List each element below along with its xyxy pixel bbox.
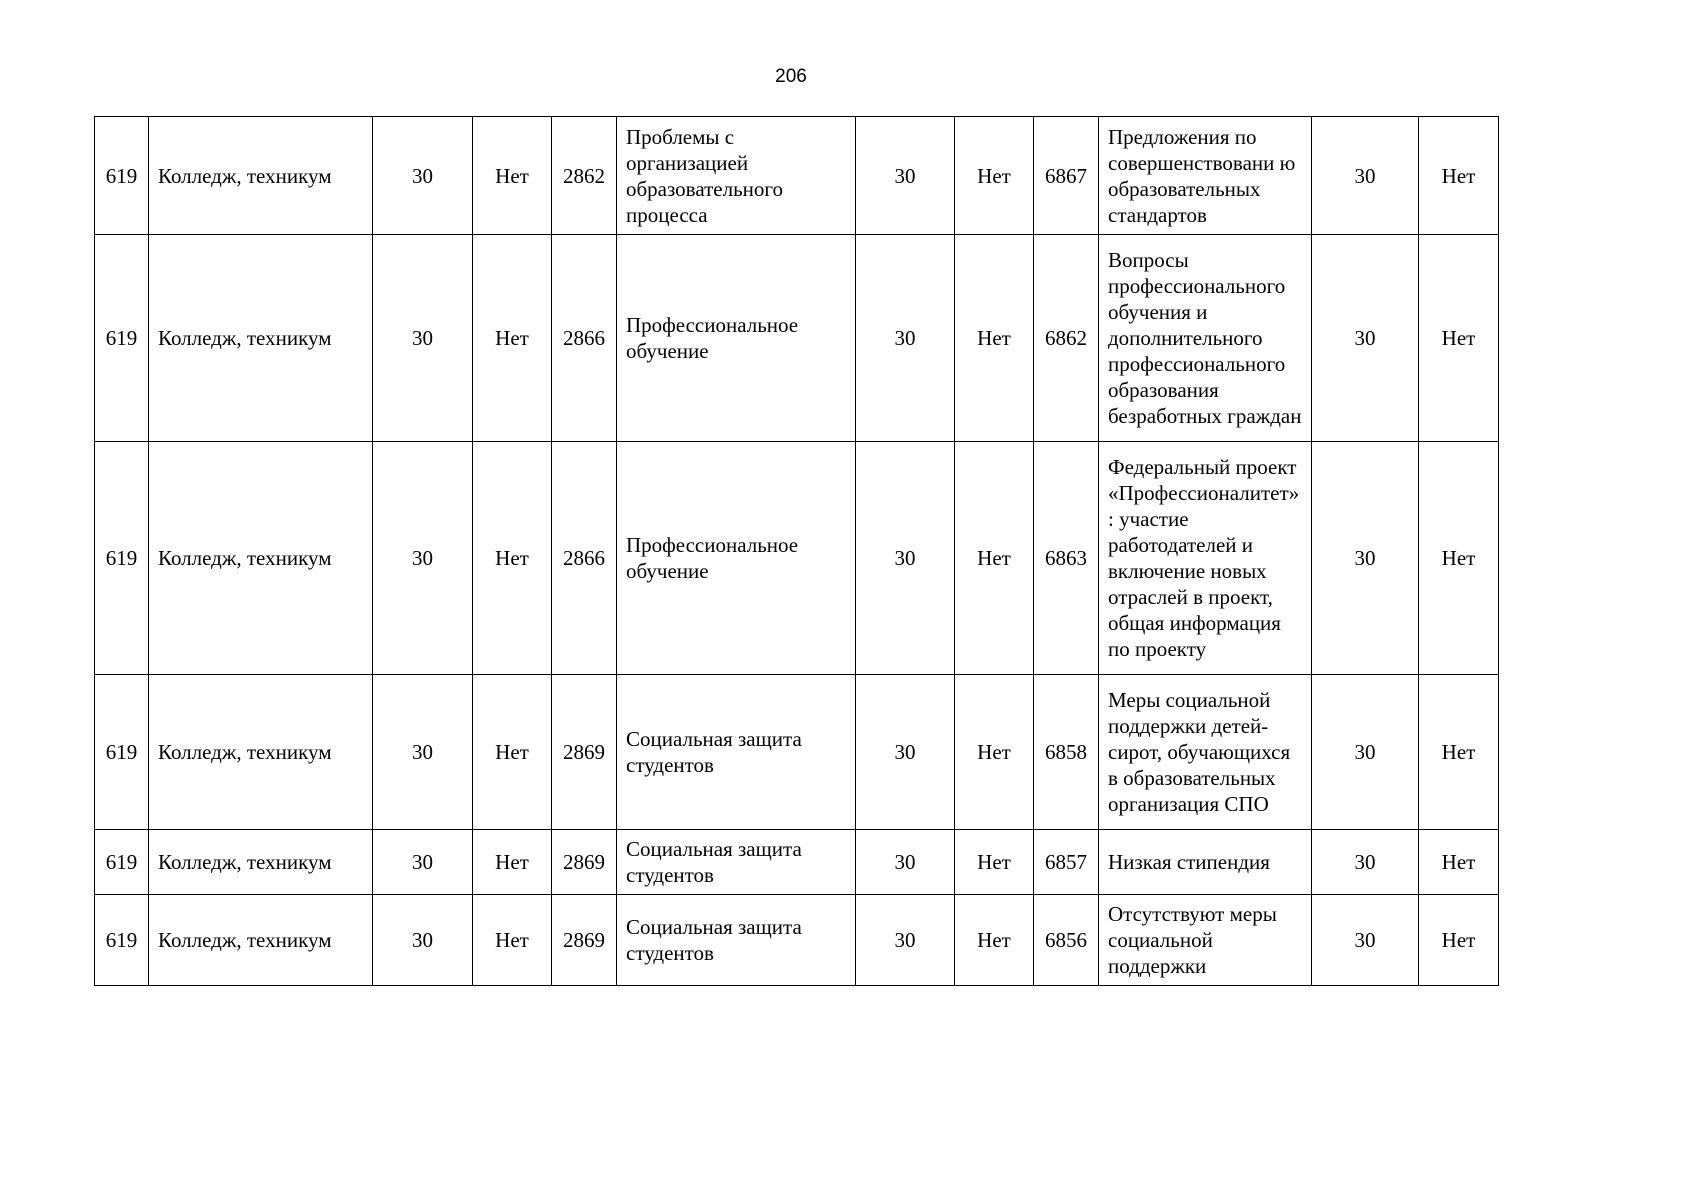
days-cell: 30 [856,235,955,442]
days-cell: 30 [856,830,955,895]
days-cell: 30 [373,235,473,442]
institution-cell: Колледж, техникум [149,235,373,442]
subtopic-code-cell: 6862 [1034,235,1099,442]
subtopic-cell: Предложения по совершенствовани ю образовательных стандартов [1099,117,1312,235]
days-cell: 30 [1312,235,1419,442]
subtopic-cell: Низкая стипендия [1099,830,1312,895]
days-cell: 30 [1312,895,1419,986]
topic-cell: Профессиональное обучение [617,235,856,442]
row-id-cell: 619 [95,830,149,895]
flag-cell: Нет [955,117,1034,235]
topic-cell: Социальная защита студентов [617,675,856,830]
subtopic-code-cell: 6858 [1034,675,1099,830]
table-row [95,235,1499,442]
topic-code-cell: 2869 [552,830,617,895]
institution-cell: Колледж, техникум [149,442,373,675]
subtopic-code-cell: 6857 [1034,830,1099,895]
flag-cell: Нет [473,117,552,235]
days-cell: 30 [373,117,473,235]
days-cell: 30 [1312,117,1419,235]
subtopic-code-cell: 6856 [1034,895,1099,986]
subtopic-cell: Федеральный проект «Профессионалитет»: участие работодателей и включение новых отраслей в проект, общая информация по проекту [1099,442,1312,675]
flag-cell: Нет [955,442,1034,675]
days-cell: 30 [856,675,955,830]
days-cell: 30 [856,442,955,675]
subtopic-cell: Вопросы профессионального обучения и дополнительного профессионального образования безработных граждан [1099,235,1312,442]
flag-cell: Нет [1419,442,1499,675]
flag-cell: Нет [1419,117,1499,235]
days-cell: 30 [1312,675,1419,830]
table-row [95,830,1499,895]
subtopic-code-cell: 6863 [1034,442,1099,675]
days-cell: 30 [1312,830,1419,895]
days-cell: 30 [373,895,473,986]
flag-cell: Нет [1419,235,1499,442]
topic-cell: Профессиональное обучение [617,442,856,675]
row-id-cell: 619 [95,442,149,675]
row-id-cell: 619 [95,117,149,235]
days-cell: 30 [373,442,473,675]
institution-cell: Колледж, техникум [149,117,373,235]
flag-cell: Нет [473,442,552,675]
days-cell: 30 [373,675,473,830]
row-id-cell: 619 [95,895,149,986]
subtopic-code-cell: 6867 [1034,117,1099,235]
topic-code-cell: 2862 [552,117,617,235]
topic-cell: Проблемы с организацией образовательного процесса [617,117,856,235]
flag-cell: Нет [473,830,552,895]
table-row [95,895,1499,986]
subtopic-cell: Отсутствуют меры социальной поддержки [1099,895,1312,986]
flag-cell: Нет [955,830,1034,895]
institution-cell: Колледж, техникум [149,675,373,830]
table-row [95,117,1499,235]
document-table [94,116,1499,986]
institution-cell: Колледж, техникум [149,895,373,986]
flag-cell: Нет [1419,675,1499,830]
table-row [95,442,1499,675]
flag-cell: Нет [473,895,552,986]
flag-cell: Нет [955,895,1034,986]
flag-cell: Нет [473,675,552,830]
row-id-cell: 619 [95,235,149,442]
days-cell: 30 [373,830,473,895]
subtopic-cell: Меры социальной поддержки детей-сирот, обучающихся в образовательных организация СПО [1099,675,1312,830]
topic-cell: Социальная защита студентов [617,830,856,895]
table-row [95,675,1499,830]
flag-cell: Нет [955,675,1034,830]
topic-code-cell: 2866 [552,235,617,442]
topic-code-cell: 2866 [552,442,617,675]
flag-cell: Нет [1419,895,1499,986]
flag-cell: Нет [955,235,1034,442]
flag-cell: Нет [473,235,552,442]
days-cell: 30 [856,895,955,986]
topic-code-cell: 2869 [552,895,617,986]
days-cell: 30 [1312,442,1419,675]
flag-cell: Нет [1419,830,1499,895]
days-cell: 30 [856,117,955,235]
topic-code-cell: 2869 [552,675,617,830]
row-id-cell: 619 [95,675,149,830]
institution-cell: Колледж, техникум [149,830,373,895]
topic-cell: Социальная защита студентов [617,895,856,986]
page-number: 206 [775,66,807,87]
